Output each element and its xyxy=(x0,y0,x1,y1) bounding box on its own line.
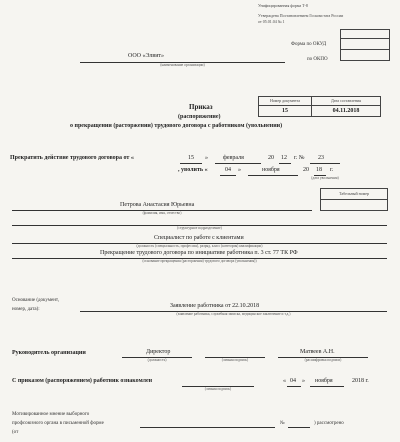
dismiss-prefix: , уволить « xyxy=(178,167,208,173)
contract-month-underline xyxy=(215,163,261,164)
t8-dismissal-order-form: Унифицированная форма Т-8 Утверждена Постановлением Госкомстата России от 05.01.04 № 1 Форма по ОКУД по ОКПО ООО «Элвит» (наименование организации) Номер документа Дата составления 15 04.11.2018 Приказ (распоряжение) о прекращении (расторжении) трудового договора с работником (увольнении) Прекратить действие трудового договора от « 15 » февраля 20 12 г. № 23 , уволить « 04 » ноября 20 18 г. (дата увольнения) Табельный номер Петрова Анастасия Юрьевна (фамилия, имя, отчество) (структурное подразделение) Специалист по работе с клиентами (должность (специальность, профессия), разряд, класс (категория) квалификации) Прекращение трудового договора по инициативе работника п. 3 ст. 77 ТК РФ (основание прекращения (расторжения) трудового договора (увольнения)) Основание (документ, номер, дата): Заявление работника от 22.10.2018 (заявление работника, служебная записка, медицинское заключение и т.д.) Руководитель организации Директор (должность) (личная подпись) Матвеев А.Н. (расшифровка подписи) С приказом (распоряжением) работник ознакомлен (личная подпись) « 04 » ноября 2018 г. Мотивированное мнение выборного профсоюзного органа в письменной форме (от № ) рассмотрено xyxy=(0,0,400,442)
document-number-value: 15 xyxy=(259,106,312,117)
head-name: Матвеев А.Н. xyxy=(300,349,335,355)
tab-number-value xyxy=(321,200,388,211)
contract-year-underline xyxy=(279,163,291,164)
contract-day-underline xyxy=(180,163,202,164)
basis-value: Заявление работника от 22.10.2018 xyxy=(170,303,260,309)
order-subtitle: (распоряжение) xyxy=(178,114,221,120)
head-position: Директор xyxy=(146,349,171,355)
form-name-line: Унифицированная форма Т-8 xyxy=(258,3,308,8)
contract-year-prefix: 20 xyxy=(268,155,274,161)
dismiss-day-underline xyxy=(220,175,236,176)
contract-number-underline xyxy=(310,163,340,164)
union-line1: Мотивированное мнение выборного xyxy=(12,412,90,417)
codes-table xyxy=(340,29,390,61)
approval-line: Утверждена Постановлением Госкомстата России xyxy=(258,13,344,18)
basis-label-line2: номер, дата): xyxy=(12,307,40,312)
dismiss-month: ноября xyxy=(262,167,280,173)
okud-code-cell xyxy=(341,39,390,50)
order-title: Приказ xyxy=(189,103,213,111)
dismiss-year: 18 xyxy=(316,167,322,173)
acquainted-signature-caption: (личная подпись) xyxy=(204,387,232,391)
approval-date-line: от 05.01.04 № 1 xyxy=(258,19,285,24)
union-line3: (от xyxy=(12,430,19,435)
dismiss-year-suffix: г. xyxy=(330,167,334,173)
employee-position-caption: (должность (специальность, профессия), разряд, класс (категория) квалификации) xyxy=(136,244,263,248)
employee-name-caption: (фамилия, имя, отчество) xyxy=(142,211,182,215)
dismiss-month-underline xyxy=(248,175,298,176)
head-name-caption: (расшифровка подписи) xyxy=(304,358,342,362)
acquainted-day-underline xyxy=(287,386,301,387)
union-date-underline xyxy=(140,427,275,428)
dismissal-ground: Прекращение трудового договора по инициативе работника п. 3 ст. 77 ТК РФ xyxy=(100,250,298,256)
basis-label-line1: Основание (документ, xyxy=(12,298,59,303)
document-date-header: Дата составления xyxy=(312,97,381,106)
contract-day: 15 xyxy=(188,155,194,161)
acquainted-month: ноября xyxy=(315,378,333,384)
dismiss-day: 04 xyxy=(225,167,231,173)
tab-number-table xyxy=(320,188,388,211)
document-number-header: Номер документа xyxy=(259,97,312,106)
union-number-label: № xyxy=(280,421,285,426)
acquainted-label: С приказом (распоряжением) работник ознакомлен xyxy=(12,378,153,384)
order-purpose: о прекращении (расторжении) трудового договора с работником (увольнении) xyxy=(70,123,283,129)
dismiss-date-caption: (дата увольнения) xyxy=(311,176,339,180)
organization-caption: (наименование организации) xyxy=(160,63,205,67)
employee-position: Специалист по работе с клиентами xyxy=(154,235,244,241)
head-signature-caption: (личная подпись) xyxy=(221,358,249,362)
contract-number: 23 xyxy=(318,155,324,161)
acquainted-year: 2018 г. xyxy=(352,378,369,384)
dismissal-ground-caption: (основание прекращения (расторжения) трудового договора (увольнения)) xyxy=(142,259,257,263)
okpo-code-cell xyxy=(341,50,390,61)
contract-month: февраля xyxy=(223,155,244,161)
organization-name: ООО «Элвит» xyxy=(128,53,165,59)
union-considered: ) рассмотрено xyxy=(314,421,344,426)
basis-caption: (заявление работника, служебная записка, медицинское заключение и т.д.) xyxy=(176,312,291,316)
document-date-value: 04.11.2018 xyxy=(312,106,381,117)
union-number-underline xyxy=(288,427,310,428)
structural-unit-caption: (структурное подразделение) xyxy=(177,226,222,230)
union-line2: профсоюзного органа в письменной форме xyxy=(12,421,104,426)
acquainted-day: 04 xyxy=(290,378,296,384)
contract-number-label: г. № xyxy=(294,155,305,161)
head-position-caption: (должность) xyxy=(147,358,167,362)
employee-name: Петрова Анастасия Юрьевна xyxy=(120,202,195,208)
code-header-cell xyxy=(341,30,390,39)
okpo-label: по ОКПО xyxy=(307,57,328,62)
head-label: Руководитель организации xyxy=(12,350,86,356)
contract-year: 12 xyxy=(281,155,287,161)
tab-number-label: Табельный номер xyxy=(321,189,388,200)
dismiss-year-prefix: 20 xyxy=(303,167,309,173)
contract-prefix: Прекратить действие трудового договора от « xyxy=(10,155,134,161)
document-number-date-table xyxy=(258,96,381,117)
okud-label: Форма по ОКУД xyxy=(291,42,327,47)
acquainted-month-underline xyxy=(310,386,344,387)
